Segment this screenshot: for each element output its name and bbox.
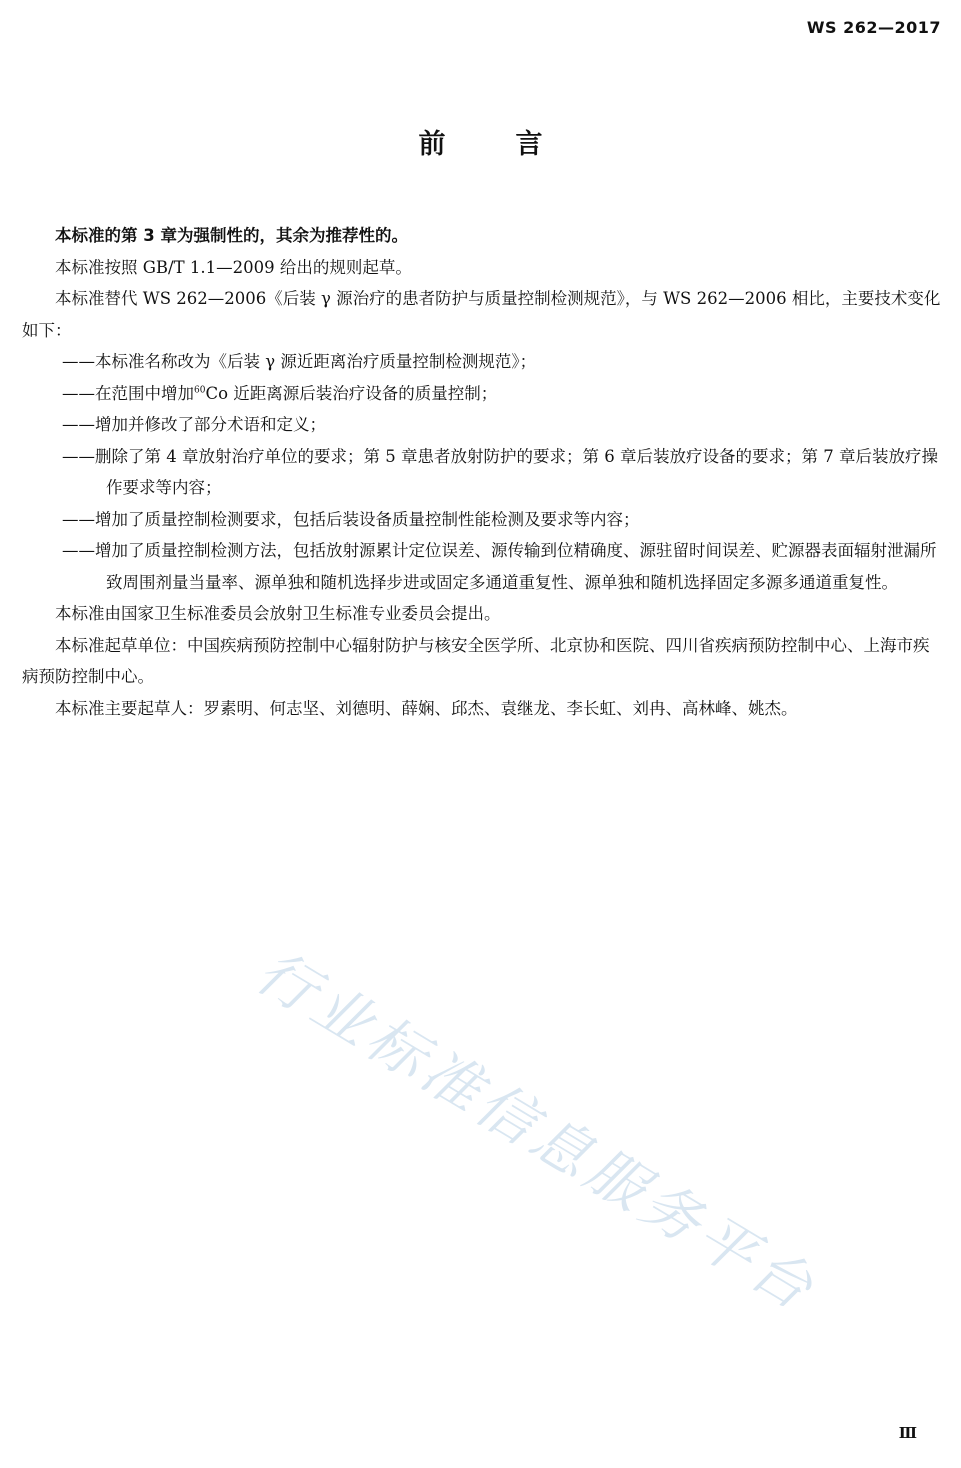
watermark: 行业标准信息服务平台 [244, 937, 829, 1326]
foreword-body [22, 220, 942, 724]
change-item-1: ——本标准名称改为《后装 γ 源近距离治疗质量控制检测规范》； [62, 352, 537, 371]
paragraph-drafting-units: 本标准起草单位：中国疾病预防控制中心辐射防护与核安全医学所、北京协和医院、四川省疾病预防控制中心、上海市疾病预防控制中心。 [22, 635, 930, 686]
page-number: Ⅲ [898, 1424, 917, 1442]
change-item-5: ——增加了质量控制检测要求，包括后装设备质量控制性能检测及要求等内容； [62, 509, 640, 529]
paragraph-mandatory: 本标准的第 3 章为强制性的，其余为推荐性的。 [55, 226, 408, 245]
change-item-6: ——增加了质量控制检测方法，包括放射源累计定位误差、源传输到位精确度、源驻留时间误差、贮源器表面辐射泄漏所致周围剂量当量率、源单独和随机选择步进或固定多通道重复性、源单独和随机选择固定多源多通道重复性。 [62, 541, 937, 592]
change-item-3: ——增加并修改了部分术语和定义； [62, 415, 326, 434]
paragraph-drafting-rules: 本标准按照 GB/T 1.1—2009 给出的规则起草。 [55, 257, 412, 277]
title-char-1: 前 [418, 129, 446, 160]
isotope-superscript: 60 [194, 385, 206, 395]
standard-code: WS 262—2017 [806, 18, 941, 37]
change-item-2-prefix: ——在范围中增加 [62, 383, 194, 403]
page-title [0, 122, 961, 161]
paragraph-proposer: 本标准由国家卫生标准委员会放射卫生标准专业委员会提出。 [55, 604, 501, 623]
change-item-4: ——删除了第 4 章放射治疗单位的要求；第 5 章患者放射防护的要求；第 6 章后装放疗设备的要求；第 7 章后装放疗操作要求等内容； [62, 446, 938, 497]
change-item-2 [62, 378, 942, 410]
paragraph-replacement: 本标准替代 WS 262—2006《后装 γ 源治疗的患者防护与质量控制检测规范》，与 WS 262—2006 相比，主要技术变化如下： [22, 289, 941, 340]
title-char-2: 言 [515, 129, 543, 160]
change-item-2-suffix: Co 近距离源后装治疗设备的质量控制； [205, 383, 498, 403]
paragraph-drafters: 本标准主要起草人：罗素明、何志坚、刘德明、薛娴、邱杰、袁继龙、李长虹、刘冉、高林峰、姚杰。 [55, 698, 798, 718]
